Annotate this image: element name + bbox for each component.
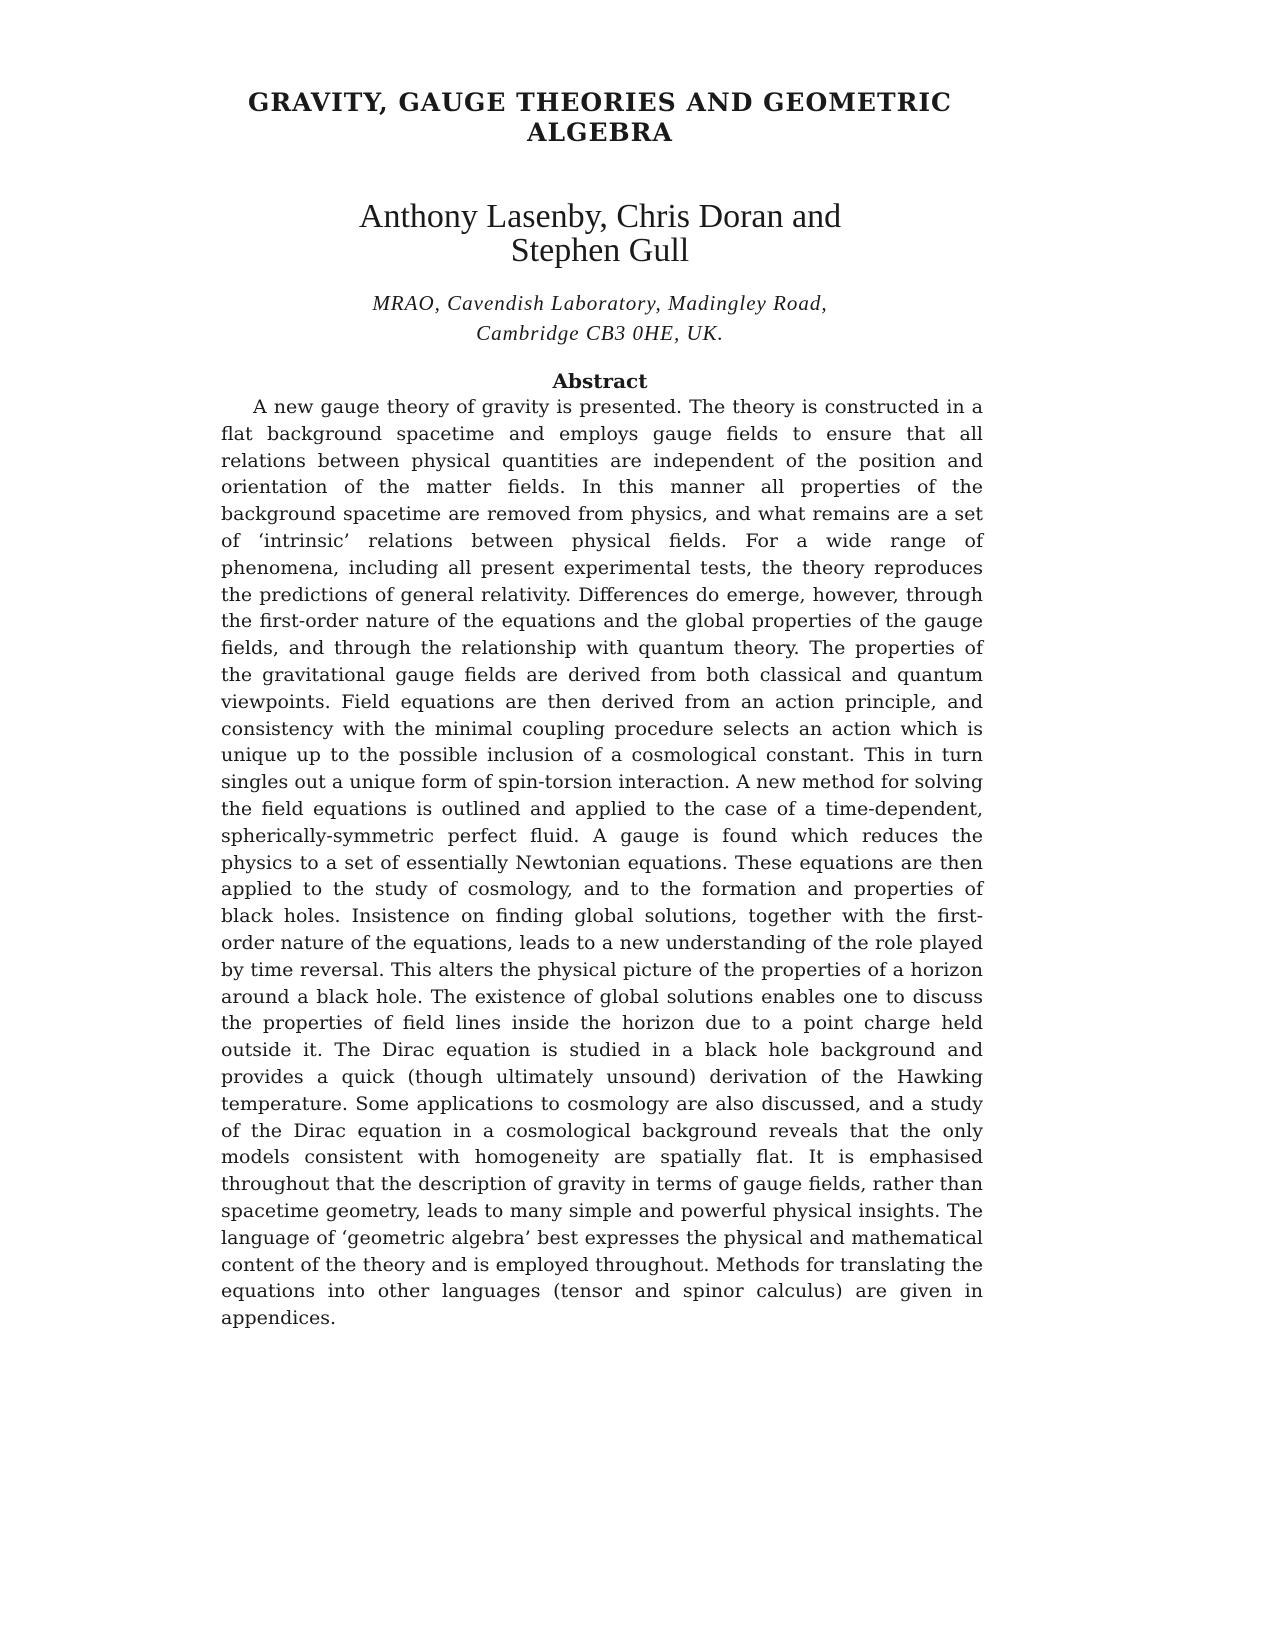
paper-title-line-2: ALGEBRA bbox=[527, 118, 673, 147]
abstract-heading: Abstract bbox=[552, 369, 648, 393]
authors-line-1: Anthony Lasenby, Chris Doran and bbox=[358, 198, 842, 235]
affiliation-line-1: MRAO, Cavendish Laboratory, Madingley Road, bbox=[372, 291, 828, 315]
authors-line-2: Stephen Gull bbox=[510, 232, 690, 269]
paper-title-line-1: GRAVITY, GAUGE THEORIES AND GEOMETRIC bbox=[248, 88, 952, 117]
affiliation-line-2: Cambridge CB3 0HE, UK. bbox=[476, 321, 724, 345]
abstract-body: A new gauge theory of gravity is presented. The theory is constructed in a flat background spacetime and employs gauge fields to ensure that all relations between physical quantities are independent of the position and orientation of the matter fields. In this manner all properties of the background spacetime are removed from physics, and what remains are a set of ‘intrinsic’ relations between physical fields. For a wide range of phenomena, including all present experimental tests, the theory reproduces the predictions of general relativity. Differences do emerge, however, through the first-order nature of the equations and the global properties of the gauge fields, and through the relationship with quantum theory. The properties of the gravitational gauge fields are derived from both classical and quantum viewpoints. Field equations are then derived from an action principle, and consistency with the minimal coupling procedure selects an action which is unique up to the possible inclusion of a cosmological constant. This in turn singles out a unique form of spin-torsion interaction. A new method for solving the field equations is outlined and applied to the case of a time-dependent, spherically-symmetric perfect fluid. A gauge is found which reduces the physics to a set of essentially Newtonian equations. These equations are then applied to the study of cosmology, and to the formation and properties of black holes. Insistence on finding global solutions, together with the first-order nature of the equations, leads to a new understanding of the role played by time reversal. This alters the physical picture of the properties of a horizon around a black hole. The existence of global solutions enables one to discuss the properties of field lines inside the horizon due to a point charge held outside it. The Dirac equation is studied in a black hole background and provides a quick (though ultimately unsound) derivation of the Hawking temperature. Some applications to cosmology are also discussed, and a study of the Dirac equation in a cosmological background reveals that the only models consistent with homogeneity are spatially flat. It is emphasised throughout that the description of gravity in terms of gauge fields, rather than spacetime geometry, leads to many simple and powerful physical insights. The language of ‘geometric algebra’ best expresses the physical and mathematical content of the theory and is employed throughout. Methods for translating the equations into other languages (tensor and spinor calculus) are given in appendices. bbox=[221, 396, 983, 1330]
